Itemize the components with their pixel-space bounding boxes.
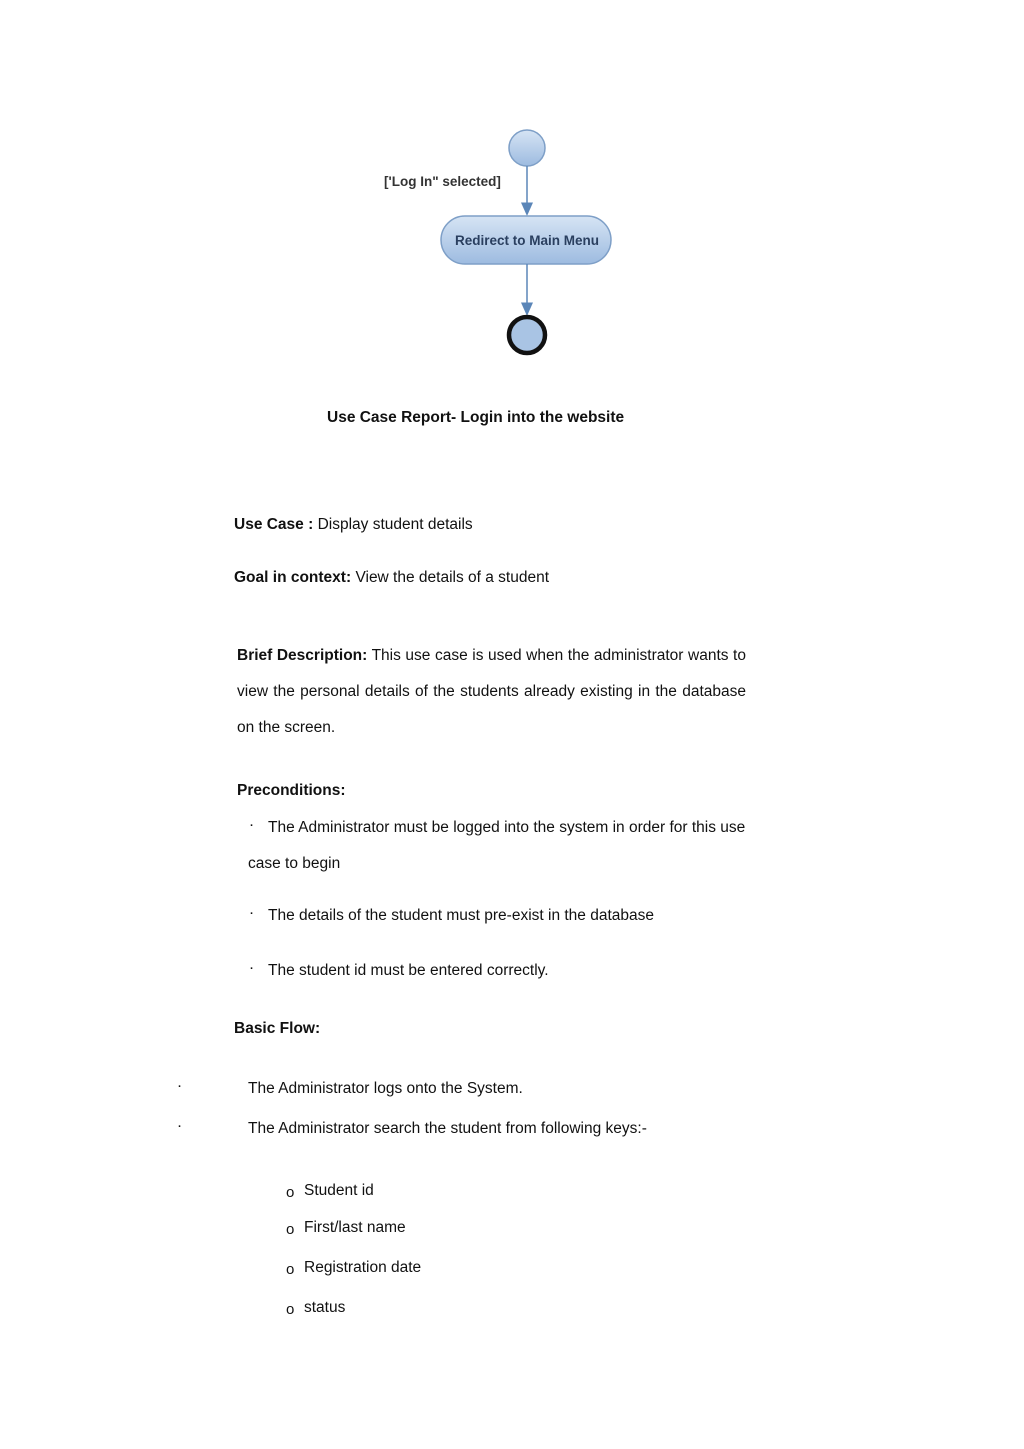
circle-bullet-icon: o [286, 1301, 295, 1318]
brief-description [237, 638, 746, 746]
preconditions-heading: Preconditions: [237, 782, 346, 799]
final-node-icon [509, 317, 545, 353]
circle-bullet-icon: o [286, 1221, 295, 1238]
action-label: Redirect to Main Menu [454, 233, 600, 248]
search-key-item: Registration date [304, 1259, 422, 1276]
precondition-item: The details of the student must pre-exist in the database [268, 907, 655, 924]
bullet-icon: · [250, 963, 254, 975]
use-case-value: Display student details [317, 516, 473, 533]
precondition-item-continued: case to begin [248, 855, 341, 872]
bullet-icon: · [178, 1121, 182, 1133]
flow-step: The Administrator logs onto the System. [248, 1080, 523, 1097]
bullet-icon: · [178, 1081, 182, 1093]
initial-node-icon [509, 130, 545, 166]
goal-line [234, 569, 549, 587]
flow-step: The Administrator search the student from following keys:- [248, 1120, 647, 1137]
circle-bullet-icon: o [286, 1184, 295, 1201]
search-key-item: Student id [304, 1182, 374, 1199]
use-case-label: Use Case : [234, 516, 314, 533]
search-key-item: status [304, 1299, 346, 1316]
guard-label: ['Log In" selected] [384, 174, 501, 189]
brief-label: Brief Description: [237, 647, 368, 664]
circle-bullet-icon: o [286, 1261, 295, 1278]
brief-text: This use case is used when the administrator wants to view the personal details of the students already existing in the database on the screen. [237, 647, 746, 736]
report-title: Use Case Report- Login into the website [327, 409, 625, 426]
activity-diagram [0, 0, 1024, 380]
goal-label: Goal in context: [234, 569, 352, 586]
bullet-icon: · [250, 908, 254, 920]
bullet-icon: · [250, 820, 254, 832]
search-key-item: First/last name [304, 1219, 406, 1236]
precondition-item: The Administrator must be logged into the system in order for this use [268, 819, 746, 836]
basic-flow-heading: Basic Flow: [234, 1020, 321, 1037]
goal-value: View the details of a student [355, 569, 550, 586]
use-case-line [234, 516, 473, 534]
precondition-item: The student id must be entered correctly. [268, 962, 549, 979]
